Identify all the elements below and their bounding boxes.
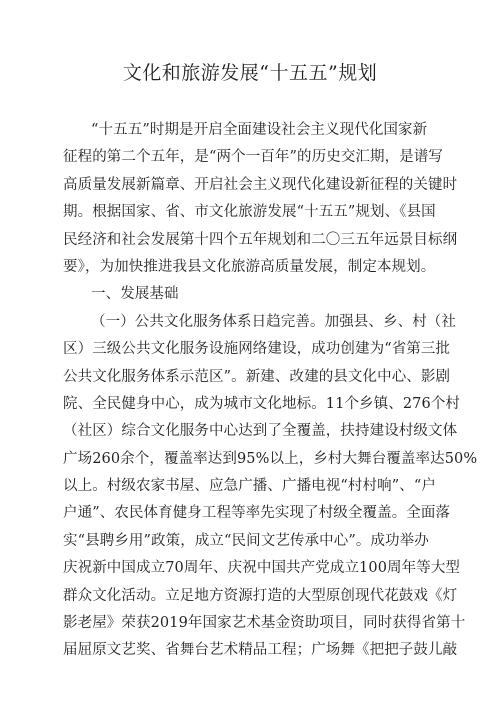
paragraph-line: 征程的第二个五年，是“两个一百年”的历史交汇期，是谱写 bbox=[63, 149, 444, 166]
paragraph-line: （一）公共文化服务体系日趋完善。加强县、乡、村（社 bbox=[91, 313, 456, 330]
paragraph-line: 群众文化活动。立足地方资源打造的大型原创现代花鼓戏《灯 bbox=[63, 587, 458, 604]
paragraph-line: 院、全民健身中心，成为城市文化地标。11个乡镇、276个村 bbox=[63, 395, 461, 412]
paragraph-line: 影老屋》荣获2019年国家艺术基金资助项目，同时获得省第十 bbox=[63, 615, 466, 632]
paragraph-line: 期。根据国家、省、市文化旅游发展“十五五”规划、《县国 bbox=[63, 204, 436, 221]
paragraph-line: 公共文化服务体系示范区”。新建、改建的县文化中心、影剧 bbox=[63, 368, 451, 385]
paragraph-line: 届屈原文艺奖、省舞台艺术精品工程；广场舞《把把子鼓儿敲 bbox=[63, 642, 458, 659]
paragraph-line: 户通”、农民体育健身工程等率先实现了村级全覆盖。全面落 bbox=[63, 505, 451, 522]
paragraph-line: “十五五”时期是开启全面建设社会主义现代化国家新 bbox=[91, 122, 428, 138]
document-body bbox=[63, 117, 478, 665]
paragraph-line: 以上。村级农家书屋、应急广播、广播电视“村村响”、“户 bbox=[63, 478, 436, 495]
paragraph-line: 高质量发展新篇章、开启社会主义现代化建设新征程的关键时 bbox=[63, 176, 458, 193]
paragraph-line: （社区）综合文化服务中心达到了全覆盖，扶持建设村级文体 bbox=[63, 423, 458, 440]
paragraph-line: 实“县聘乡用”政策，成立“民间文艺传承中心”。成功举办 bbox=[63, 532, 429, 549]
paragraph-line: 要》，为加快推进我县文化旅游高质量发展，制定本规划。 bbox=[63, 258, 436, 275]
paragraph-line: 广场260余个，覆盖率达到95%以上，乡村大舞台覆盖率达50% bbox=[63, 450, 478, 467]
paragraph-line: 庆祝新中国成立70周年、庆祝中国共产党成立100周年等大型 bbox=[63, 560, 461, 577]
section-heading: 一、发展基础 bbox=[91, 286, 179, 303]
paragraph-line: 区）三级公共文化服务设施网络建设，成功创建为“省第三批 bbox=[63, 341, 451, 358]
paragraph-line: 民经济和社会发展第十四个五年规划和二〇三五年远景目标纲 bbox=[63, 231, 458, 248]
document-title: 文化和旅游发展“十五五”规划 bbox=[122, 62, 378, 84]
